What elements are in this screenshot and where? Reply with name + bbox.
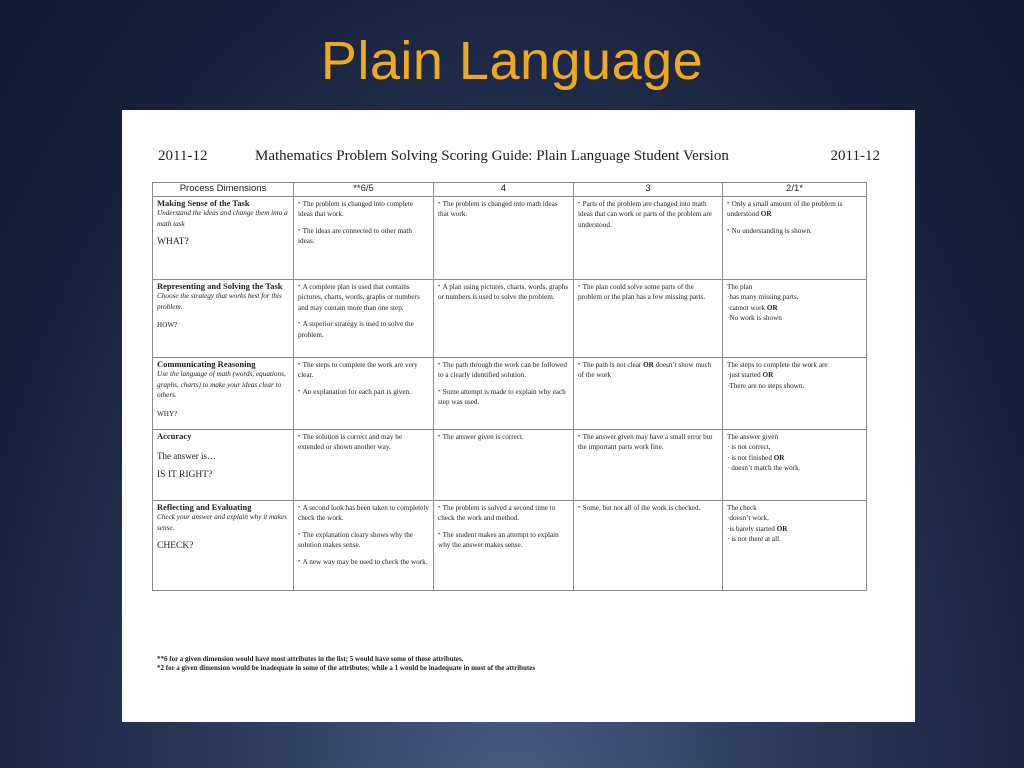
dimension-cell xyxy=(153,196,294,279)
criteria-item xyxy=(438,432,569,443)
criteria-item xyxy=(727,303,862,314)
criteria-text: The answer given may have a small error but the important parts work fine. xyxy=(578,432,713,451)
bullet-marker: • xyxy=(438,433,442,440)
criteria-item xyxy=(298,226,429,247)
criteria-item xyxy=(578,503,718,514)
slide-title: Plain Language xyxy=(320,31,704,91)
table-header-row xyxy=(153,183,867,197)
criteria-item xyxy=(727,282,862,293)
dimension-title: Making Sense of the Task xyxy=(157,197,250,208)
criteria-item xyxy=(727,360,862,371)
criteria-item xyxy=(298,503,429,524)
dimension-title: Representing and Solving the Task xyxy=(157,280,283,291)
criteria-item xyxy=(727,292,862,303)
dimension-description: Check your answer and explain why it makes sense. xyxy=(157,513,287,532)
criteria-item xyxy=(727,381,862,392)
criteria-text: OR xyxy=(762,371,774,379)
dimension-title: Accuracy xyxy=(157,430,192,441)
criteria-text: The steps to complete the work are xyxy=(727,360,828,369)
criteria-text: OR xyxy=(776,524,788,533)
bullet-marker: • xyxy=(578,433,582,440)
criteria-text: Parts of the problem are changed into math ideas that can work or parts of the problem are understood. xyxy=(578,199,712,229)
criteria-text: ·No work is shown xyxy=(727,314,782,322)
scoring-guide-table xyxy=(152,182,867,591)
table-row xyxy=(153,196,867,279)
criteria-item xyxy=(727,524,862,535)
criteria-text: ·just started xyxy=(727,371,763,379)
criteria-item xyxy=(438,360,569,381)
criteria-item xyxy=(578,432,718,453)
column-header: **6/5 xyxy=(294,183,434,197)
criteria-item xyxy=(727,313,862,324)
criteria-item xyxy=(727,199,862,220)
criteria-text: A superior strategy is used to solve the problem. xyxy=(298,320,414,339)
dimension-question: IS IT RIGHT? xyxy=(157,469,213,480)
bullet-marker: • xyxy=(298,321,302,327)
criteria-cell xyxy=(574,357,723,429)
criteria-cell xyxy=(434,500,574,590)
year-right: 2011-12 xyxy=(830,148,880,164)
criteria-cell xyxy=(294,429,434,500)
criteria-text: doesn’t show much of the work xyxy=(578,360,712,379)
criteria-text: The solution is correct and may be extended or shown another way. xyxy=(298,432,403,451)
criteria-text: The answer given is correct. xyxy=(442,432,524,441)
criteria-cell xyxy=(434,357,574,429)
dimension-description: Use the language of math (words, equations, graphs, charts) to make your ideas clear to others. xyxy=(157,370,286,399)
criteria-item xyxy=(298,199,429,220)
criteria-cell xyxy=(294,279,434,357)
bullet-marker: • xyxy=(578,283,582,290)
criteria-text: The path through the work can be followed to a clearly identified solution. xyxy=(438,360,567,379)
criteria-text: The problem is changed into math ideas that work. xyxy=(438,199,558,218)
criteria-text: Some, but not all of the work is checked. xyxy=(582,503,701,512)
table-row xyxy=(153,429,867,500)
dimension-title: Reflecting and Evaluating xyxy=(157,501,252,512)
criteria-item xyxy=(727,442,862,453)
dimension-question: HOW? xyxy=(157,321,178,329)
bullet-marker: • xyxy=(298,558,302,565)
criteria-item xyxy=(298,557,429,568)
bullet-marker: • xyxy=(438,361,442,368)
criteria-item xyxy=(727,453,862,464)
bullet-marker: • xyxy=(438,531,442,538)
criteria-cell xyxy=(574,500,723,590)
criteria-text: No understanding is shown. xyxy=(731,226,812,235)
document-header xyxy=(158,148,880,168)
criteria-cell xyxy=(434,279,574,357)
bullet-marker: • xyxy=(298,200,302,207)
criteria-item xyxy=(438,199,569,220)
criteria-text: · is not there at all. xyxy=(727,535,781,543)
dimension-cell xyxy=(153,500,294,590)
dimension-question: WHY? xyxy=(157,409,178,418)
criteria-item xyxy=(727,503,862,514)
criteria-cell xyxy=(723,500,867,590)
footnote: *2 for a given dimension would be inadequate in some of the attributes; while a 1 would be inadequate in most of the attributes xyxy=(157,664,536,672)
bullet-marker: • xyxy=(298,283,302,290)
criteria-cell xyxy=(294,357,434,429)
criteria-item xyxy=(727,534,862,545)
criteria-text: OR xyxy=(766,303,778,312)
table-row xyxy=(153,357,867,429)
criteria-text: · doesn’t match the work. xyxy=(727,464,801,472)
criteria-cell xyxy=(723,429,867,500)
column-header: 4 xyxy=(434,183,574,197)
criteria-item xyxy=(438,387,569,408)
criteria-cell xyxy=(434,196,574,279)
dimension-question: WHAT? xyxy=(157,237,189,247)
bullet-marker: • xyxy=(298,504,302,511)
criteria-cell xyxy=(574,279,723,357)
bullet-marker: • xyxy=(578,504,582,511)
criteria-text: OR xyxy=(643,360,654,369)
criteria-cell xyxy=(723,357,867,429)
criteria-text: The ideas are connected to other math ideas. xyxy=(298,226,412,245)
bullet-marker: • xyxy=(298,531,302,538)
criteria-item xyxy=(298,530,429,551)
criteria-item xyxy=(438,530,569,551)
dimension-description: Understand the ideas and change them into a math task xyxy=(157,209,288,228)
criteria-text: An explanation for each part is given. xyxy=(302,387,411,396)
criteria-text: Only a small amount of the problem is understood xyxy=(727,199,843,218)
criteria-cell xyxy=(723,196,867,279)
bullet-marker: • xyxy=(438,200,442,207)
bullet-marker: • xyxy=(438,388,442,395)
bullet-marker: • xyxy=(298,388,302,395)
criteria-item xyxy=(727,463,862,474)
criteria-text: The check xyxy=(727,503,757,512)
criteria-text: The student makes an attempt to explain why the answer makes sense. xyxy=(438,530,559,549)
criteria-item xyxy=(727,432,862,443)
criteria-item xyxy=(578,360,718,381)
criteria-cell xyxy=(574,196,723,279)
bullet-marker: • xyxy=(298,433,302,440)
criteria-cell xyxy=(294,500,434,590)
footnote: **6 for a given dimension would have most attributes in the list; 5 would have some of those attributes. xyxy=(157,655,464,663)
criteria-cell xyxy=(574,429,723,500)
document-heading: Mathematics Problem Solving Scoring Guide: Plain Language Student Version xyxy=(255,148,729,164)
criteria-cell xyxy=(723,279,867,357)
criteria-text: · is not correct, xyxy=(727,443,771,451)
criteria-item xyxy=(298,432,429,453)
criteria-item xyxy=(298,282,429,314)
criteria-text: A second look has been taken to completely check the work. xyxy=(298,503,429,522)
bullet-marker: • xyxy=(578,200,582,207)
criteria-text: The answer given xyxy=(727,432,779,441)
dimension-title: Communicating Reasoning xyxy=(157,358,256,369)
criteria-item xyxy=(727,226,862,237)
criteria-cell xyxy=(294,196,434,279)
bullet-marker: • xyxy=(438,504,442,511)
column-header: Process Dimensions xyxy=(153,183,294,197)
criteria-text: The path is not clear xyxy=(582,360,644,369)
table-row xyxy=(153,500,867,590)
criteria-text: A new way may be used to check the work. xyxy=(302,557,428,566)
bullet-marker: • xyxy=(727,227,731,234)
criteria-item xyxy=(298,360,429,381)
table-row xyxy=(153,279,867,357)
criteria-text: The problem is changed into complete ideas that work. xyxy=(298,199,413,218)
criteria-item xyxy=(727,513,862,524)
column-header: 2/1* xyxy=(723,183,867,197)
criteria-text: Some attempt is made to explain why each step was used. xyxy=(438,387,566,406)
criteria-text: The steps to complete the work are very clear. xyxy=(298,360,418,379)
bullet-marker: • xyxy=(727,200,731,207)
criteria-text: The explanation cleary shows why the solution makes sense. xyxy=(298,530,413,549)
criteria-text: The plan could solve some parts of the problem or the plan has a few missing parts. xyxy=(578,282,706,301)
criteria-text: The problem is solved a second time to check the work and method. xyxy=(438,503,556,522)
criteria-text: The plan xyxy=(727,282,753,291)
criteria-item xyxy=(578,199,718,231)
bullet-marker: • xyxy=(578,361,582,368)
bullet-marker: • xyxy=(438,283,442,290)
criteria-cell xyxy=(434,429,574,500)
dimension-cell xyxy=(153,357,294,429)
criteria-item xyxy=(298,319,429,340)
column-header: 3 xyxy=(574,183,723,197)
bullet-marker: • xyxy=(298,227,302,234)
criteria-text: ·has many missing parts, xyxy=(727,293,799,301)
dimension-description: Choose the strategy that works best for this problem. xyxy=(157,292,282,311)
criteria-item xyxy=(298,387,429,398)
criteria-text: ·doesn’t work, xyxy=(727,514,769,522)
bullet-marker: • xyxy=(298,361,302,368)
criteria-text: OR xyxy=(773,453,785,462)
dimension-description: The answer is… xyxy=(157,451,216,461)
criteria-text: ·is barely started xyxy=(727,524,777,533)
criteria-item xyxy=(438,503,569,524)
criteria-text: ·cannot work xyxy=(727,303,767,312)
criteria-text: · is not finished xyxy=(727,453,774,462)
criteria-text: OR xyxy=(760,210,772,218)
rubric-document xyxy=(122,110,915,722)
criteria-text: ·There are no steps shown. xyxy=(727,381,805,390)
dimension-cell xyxy=(153,429,294,500)
dimension-question: CHECK? xyxy=(157,541,194,551)
criteria-item xyxy=(578,282,718,303)
criteria-text: A plan using pictures, charts, words, graphs or numbers is used to solve the problem. xyxy=(438,282,569,301)
criteria-item xyxy=(438,282,569,303)
criteria-text: A complete plan is used that contains pictures, charts, words, graphs or numbers and may contain more than one step. xyxy=(298,282,420,312)
footnotes xyxy=(157,655,535,673)
dimension-cell xyxy=(153,279,294,357)
year-left: 2011-12 xyxy=(158,148,208,164)
criteria-item xyxy=(727,370,862,381)
